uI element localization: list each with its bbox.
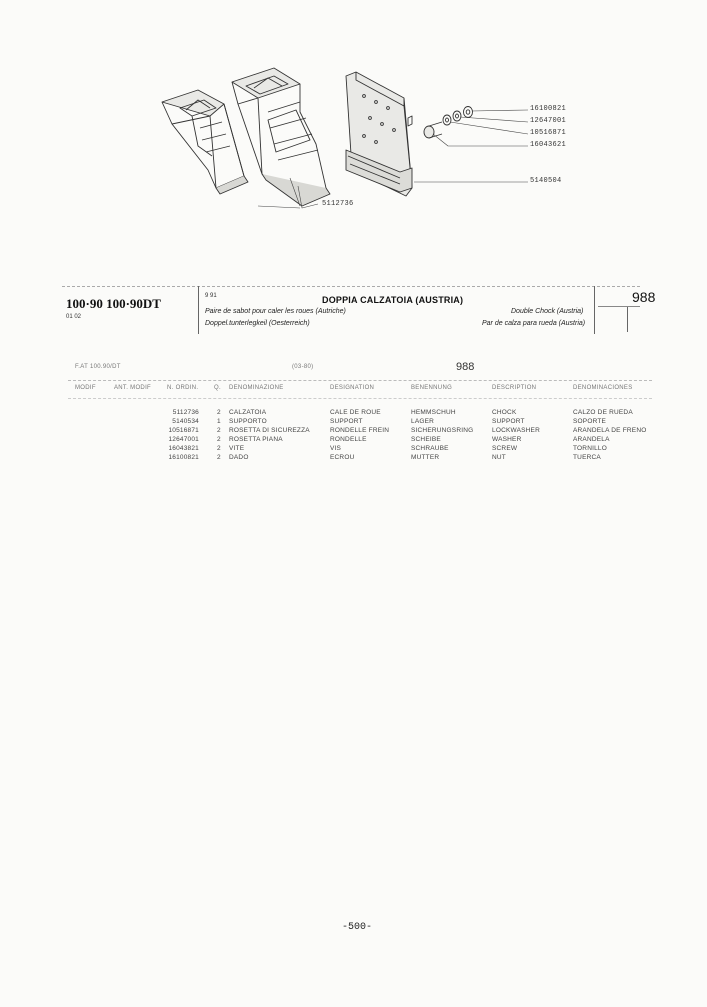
cell-part-number: 12647001 bbox=[168, 436, 199, 443]
cell-name-en: SUPPORT bbox=[492, 418, 525, 425]
table-row bbox=[0, 436, 707, 445]
page-number: -500- bbox=[342, 922, 373, 933]
cell-name-fr: RONDELLE FREIN bbox=[330, 427, 390, 434]
chock-right-illustration bbox=[232, 68, 330, 206]
cell-name-en: WASHER bbox=[492, 436, 522, 443]
cell-name-de: SICHERUNGSRING bbox=[411, 427, 474, 434]
cell-quantity: 2 bbox=[217, 436, 221, 443]
callout-12647001: 12647001 bbox=[530, 117, 567, 125]
cell-name-de: HEMMSCHUH bbox=[411, 409, 456, 416]
cell-name-it: DADO bbox=[229, 454, 249, 461]
exploded-parts-drawing bbox=[150, 60, 550, 220]
cell-name-es: ARANDELA DE FRENO bbox=[573, 427, 647, 434]
table-row bbox=[0, 427, 707, 436]
header-divider-right bbox=[594, 286, 595, 334]
cell-name-en: NUT bbox=[492, 454, 506, 461]
cell-name-fr: CALE DE ROUE bbox=[330, 409, 381, 416]
cell-part-number: 5140534 bbox=[172, 418, 199, 425]
table-header-rule-top bbox=[68, 380, 652, 381]
header-translation-fr: Paire de sabot pour caler les roues (Autriche) bbox=[205, 308, 346, 315]
cell-name-fr: SUPPORT bbox=[330, 418, 363, 425]
cell-name-fr: RONDELLE bbox=[330, 436, 367, 443]
cell-part-number: 16043821 bbox=[168, 445, 199, 452]
cell-quantity: 2 bbox=[217, 445, 221, 452]
table-row bbox=[0, 409, 707, 418]
cell-name-it: SUPPORTO bbox=[229, 418, 267, 425]
cell-name-it: CALZATOIA bbox=[229, 409, 267, 416]
col-header-q: Q. bbox=[214, 385, 221, 391]
cell-name-de: MUTTER bbox=[411, 454, 440, 461]
cell-name-es: SOPORTE bbox=[573, 418, 607, 425]
table-row bbox=[0, 454, 707, 463]
cell-quantity: 2 bbox=[217, 427, 221, 434]
cell-quantity: 1 bbox=[217, 418, 221, 425]
cell-name-fr: ECROU bbox=[330, 454, 355, 461]
header-models: 100·90 100·90DT bbox=[66, 296, 161, 311]
header-group-number: 988 bbox=[632, 289, 656, 305]
table-row bbox=[0, 445, 707, 454]
header-translation-es: Par de calza para rueda (Austria) bbox=[482, 320, 586, 327]
cell-name-es: TORNILLO bbox=[573, 445, 607, 452]
col-header-ant-modif: ANT. MODIF bbox=[114, 385, 151, 391]
cell-name-it: ROSETTA DI SICUREZZA bbox=[229, 427, 310, 434]
cell-part-number: 5112736 bbox=[172, 409, 199, 416]
header-divider-left bbox=[198, 286, 199, 334]
cell-name-es: CALZO DE RUEDA bbox=[573, 409, 633, 416]
table-row bbox=[0, 418, 707, 427]
table-header-rule-bottom bbox=[68, 398, 652, 399]
callout-5112736: 5112736 bbox=[322, 200, 354, 208]
table-meta-group: 988 bbox=[456, 361, 475, 373]
cell-part-number: 10516871 bbox=[168, 427, 199, 434]
cell-name-de: LAGER bbox=[411, 418, 435, 425]
cell-name-en: SCREW bbox=[492, 445, 518, 452]
cell-name-en: CHOCK bbox=[492, 409, 517, 416]
callout-10516871: 10516871 bbox=[530, 129, 567, 137]
header-number-underline bbox=[598, 306, 640, 307]
cell-part-number: 16100821 bbox=[168, 454, 199, 461]
header-code: 9 91 bbox=[205, 293, 217, 299]
callout-5140504: 5140504 bbox=[530, 177, 562, 185]
header-title: DOPPIA CALZATOIA (AUSTRIA) bbox=[322, 295, 464, 305]
cell-name-it: VITE bbox=[229, 445, 245, 452]
cell-name-es: ARANDELA bbox=[573, 436, 610, 443]
header-translation-en: Double Chock (Austria) bbox=[511, 308, 584, 315]
fastener-set-illustration bbox=[424, 107, 473, 139]
callout-16043621: 16043621 bbox=[530, 141, 567, 149]
cell-name-it: ROSETTA PIANA bbox=[229, 436, 283, 443]
cell-name-en: LOCKWASHER bbox=[492, 427, 540, 434]
header-translation-de: Doppel.tunterlegkeil (Oesterreich) bbox=[205, 320, 310, 327]
support-bracket-illustration bbox=[346, 72, 412, 196]
header-model-sub: 01 02 bbox=[66, 314, 82, 320]
table-meta-mid: (03-80) bbox=[292, 364, 314, 370]
cell-name-de: SCHRAUBE bbox=[411, 445, 449, 452]
header-top-rule bbox=[62, 286, 640, 287]
chock-left-illustration bbox=[162, 90, 248, 194]
header-divider-number bbox=[627, 306, 628, 332]
col-header-description: DESCRIPTION bbox=[492, 385, 537, 391]
col-header-n-ordin: N. ORDIN. bbox=[167, 385, 199, 391]
col-header-denominazione: DENOMINAZIONE bbox=[229, 385, 284, 391]
cell-name-fr: VIS bbox=[330, 445, 342, 452]
col-header-denominaciones: DENOMINACIONES bbox=[573, 385, 633, 391]
cell-quantity: 2 bbox=[217, 454, 221, 461]
cell-name-de: SCHEIBE bbox=[411, 436, 441, 443]
col-header-designation: DESIGNATION bbox=[330, 385, 375, 391]
cell-quantity: 2 bbox=[217, 409, 221, 416]
col-header-modif: MODIF bbox=[75, 385, 96, 391]
table-meta-left: F.AT 100.90/DT bbox=[75, 364, 121, 370]
col-header-benennung: BENENNUNG bbox=[411, 385, 453, 391]
callout-16100821: 16100821 bbox=[530, 105, 567, 113]
cell-name-es: TUERCA bbox=[573, 454, 601, 461]
